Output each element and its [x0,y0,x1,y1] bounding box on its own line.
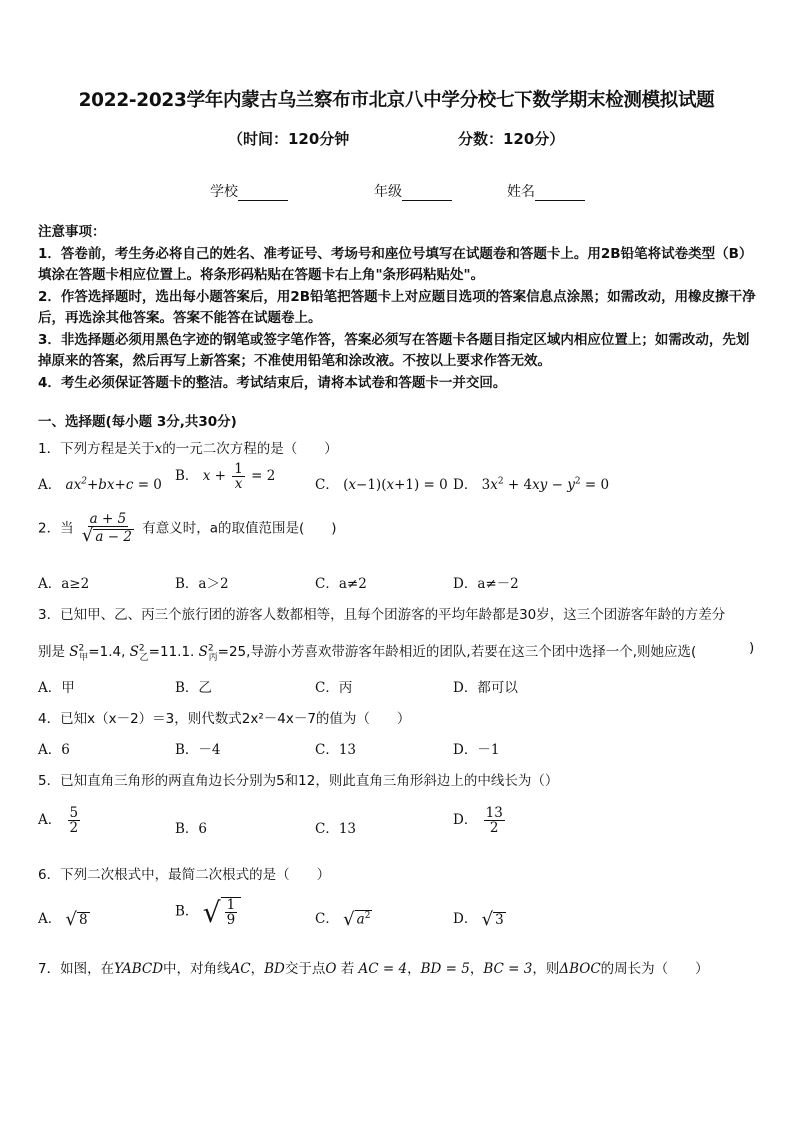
q4-option-a[interactable]: A．6 [38,742,70,758]
exam-score: 分数：120分） [458,130,565,148]
question-3-line2: 别是 $S^2_甲=1.4$, $S^2_乙=11.1$. $S^2_丙=25$,导游小芳喜欢带游客年龄相近的团队,若要在这三个团中选择一个,则她应选( [38,643,697,663]
question-3-paren: ) [749,640,755,656]
q3-option-b[interactable]: B．乙 [175,680,212,696]
name-blank[interactable] [535,186,585,201]
q4-option-d[interactable]: D．－1 [453,742,500,758]
q5-option-a[interactable]: A． $\frac{5}{2}$ [38,805,79,837]
q6-option-a[interactable]: A． √ 8 [38,908,88,930]
q1-option-a[interactable]: A． $ax^2+bx+c = 0$ [38,476,162,493]
notice-block [38,222,760,394]
question-3-line1: 3．已知甲、乙、丙三个旅行团的游客人数都相等，且每个团游客的平均年龄都是30岁，这三个团游客年龄的方差分 [38,607,726,623]
q4-option-c[interactable]: C．13 [315,742,357,758]
question-6-stem: 6．下列二次根式中，最简二次根式的是（ ） [38,867,331,883]
notice-item: 1．答卷前，考生务必将自己的姓名、准考证号、考场号和座位号填写在试题卷和答题卡上。用2B铅笔将试卷类型（B）填涂在答题卡相应位置上。将条形码粘贴在答题卡右上角"条形码粘贴处"。 [38,245,753,283]
q1-option-b[interactable]: B． x + $\frac{1}{x}$ = 2 [175,461,276,493]
q2-option-c[interactable]: C．a≠2 [315,576,367,592]
q5-option-b[interactable]: B．6 [175,821,208,837]
q1-option-c[interactable]: C． (x−1)(x+1) = 0 [315,477,448,493]
grade-field[interactable] [374,181,452,201]
school-field[interactable] [210,181,288,201]
notice-heading: 注意事项： [38,224,106,240]
name-label: 姓名 [507,184,535,200]
q3-option-d[interactable]: D．都可以 [453,680,518,696]
q6-option-c[interactable]: C． √ $a^2$ [315,908,371,930]
question-1-stem: 1．下列方程是关于x的一元二次方程的是（ ） [38,441,338,457]
q2-option-d[interactable]: D．a≠－2 [453,576,519,592]
q3-option-c[interactable]: C．丙 [315,680,353,696]
q2-option-b[interactable]: B．a＞2 [175,576,229,592]
q4-option-b[interactable]: B．－4 [175,742,221,758]
notice-item: 4．考生必须保证答题卡的整洁。考试结束后，请将本试卷和答题卡一并交回。 [38,374,507,391]
question-5-stem: 5．已知直角三角形的两直角边长分别为5和12，则此直角三角形斜边上的中线长为（） [38,773,559,789]
notice-item: 3．非选择题必须用黑色字迹的钢笔或签字笔作答，答案必须写在答题卡各题目指定区域内相应位置上；如需改动，先划掉原来的答案，然后再写上新答案；不准使用铅笔和涂改液。不按以上要求作答无效。 [38,331,750,369]
exam-time: （时间：120分钟 [228,130,350,148]
section-heading: 一、选择题(每小题 3分,共30分) [38,414,237,430]
q3-option-a[interactable]: A．甲 [38,680,75,696]
school-blank[interactable] [238,186,288,201]
question-7-stem: 7．如图，在YABCD中，对角线AC，BD交于点O 若 AC = 4，BD = 5，BC = 3，则ΔBOC的周长为（ ） [38,961,709,977]
name-field[interactable] [507,181,585,201]
notice-item: 2．作答选择题时，选出每小题答案后，用2B铅笔把答题卡上对应题目选项的答案信息点涂黑；如需改动，用橡皮擦干净后，再选涂其他答案。答案不能答在试题卷上。 [38,288,756,326]
grade-label: 年级 [374,184,402,200]
q6-option-b[interactable]: B． √ $\frac{1}{9}$ [175,897,241,927]
q6-option-d[interactable]: D． √ 3 [453,908,504,930]
page-title: 2022-2023学年内蒙古乌兰察布市北京八中学分校七下数学期末检测模拟试题 [78,90,715,111]
q2-option-a[interactable]: A．a≥2 [38,576,90,592]
q5-option-d[interactable]: D． $\frac{13}{2}$ [453,805,503,837]
grade-blank[interactable] [402,186,452,201]
q1-option-d[interactable]: D． $3x^2 + 4xy - y^2 = 0$ [453,476,610,493]
q5-option-c[interactable]: C．13 [315,821,357,837]
question-2-stem: 2．当 a + 5 √ a − 2 有意义时，a的取值范围是( ) [38,511,337,547]
question-4-stem: 4．已知x（x－2）＝3，则代数式2x²－4x－7的值为（ ） [38,711,411,727]
school-label: 学校 [210,184,238,200]
